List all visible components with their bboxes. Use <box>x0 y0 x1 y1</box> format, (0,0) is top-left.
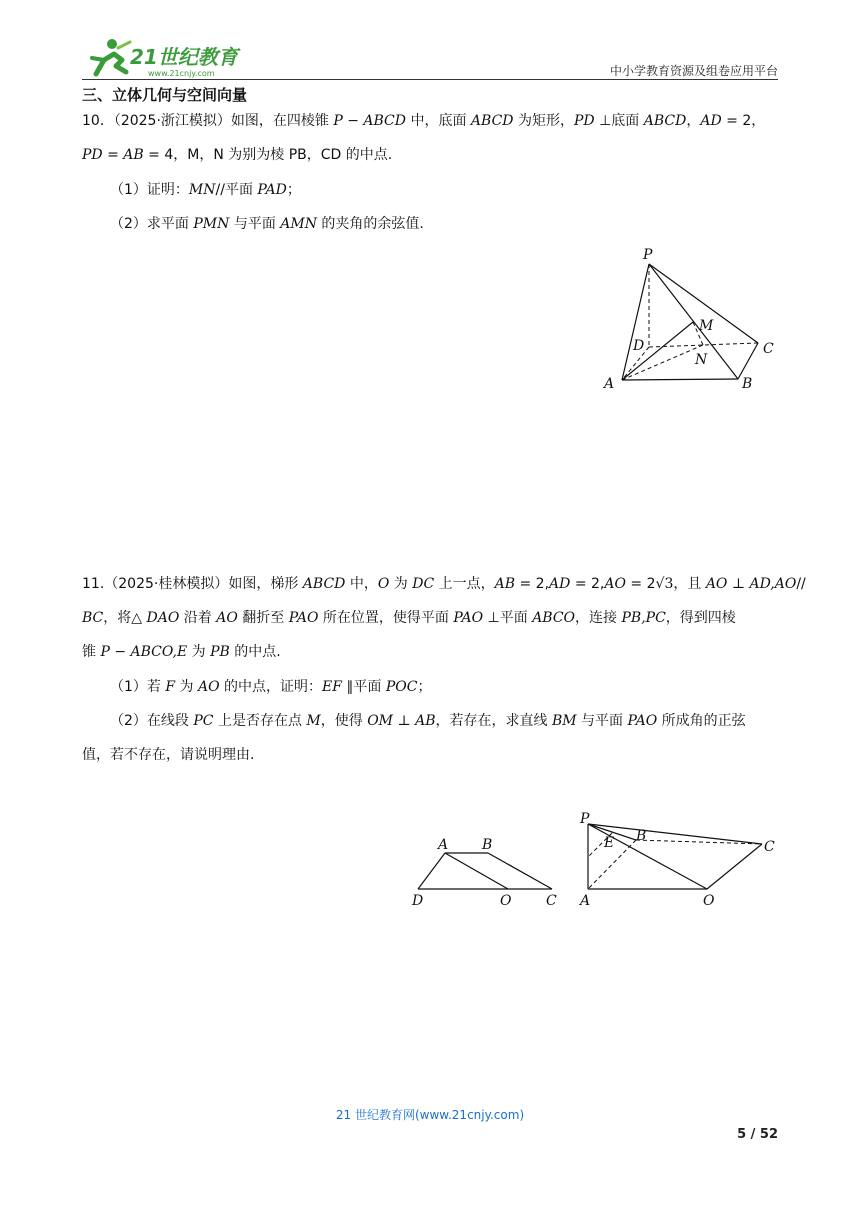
label-O: O <box>703 893 715 909</box>
label-P: P <box>643 247 653 263</box>
label-B: B <box>742 376 753 392</box>
logo-text: 21世纪教育 <box>130 45 238 69</box>
q11-part-2: （2）在线段 PC 上是否存在点 M，使得 OM ⊥ AB，若存在，求直线 BM 与平面 PAO 所成角的正弦 <box>110 713 746 729</box>
site-logo <box>82 36 252 80</box>
label-A: A <box>580 893 591 909</box>
label-O: O <box>500 893 512 909</box>
label-B: B <box>482 837 493 853</box>
q10-pyramid-figure <box>596 240 786 395</box>
q11-line-1: 11.（2025·桂林模拟）如图，梯形 ABCD 中，O 为 DC 上一点，AB = 2,AD = 2,AO = 2√3，且 AO ⊥ AD,AO// <box>82 576 806 592</box>
q10-part-1: （1）证明：MN//平面 PAD； <box>110 182 301 198</box>
section-title: 三、立体几何与空间向量 <box>82 86 248 104</box>
runner-logo-icon <box>92 39 130 74</box>
q10-part-2: （2）求平面 PMN 与平面 AMN 的夹角的余弦值. <box>110 216 424 232</box>
label-N: N <box>695 352 708 368</box>
header-platform-text: 中小学教育资源及组卷应用平台 <box>609 64 778 78</box>
q11-part-2-line-2: 值，若不存在，请说明理由. <box>82 747 255 763</box>
q11-part-1: （1）若 F 为 AO 的中点，证明：EF ∥平面 POC； <box>110 679 432 695</box>
label-D: D <box>633 338 645 354</box>
label-C: C <box>763 341 774 357</box>
q11-line-3: 锥 P − ABCO,E 为 PB 的中点. <box>82 644 281 660</box>
label-A: A <box>604 376 615 392</box>
q11-folded-pyramid-figure <box>572 805 787 913</box>
label-E: E <box>604 835 615 851</box>
q11-line-2: BC，将△ DAO 沿着 AO 翻折至 PAO 所在位置，使得平面 PAO ⊥平面 ABCO，连接 PB,PC，得到四棱 <box>82 610 736 626</box>
label-M: M <box>699 318 714 334</box>
page-number: 5 / 52 <box>737 1127 778 1142</box>
label-C: C <box>764 839 775 855</box>
label-C: C <box>546 893 557 909</box>
label-P: P <box>580 811 590 827</box>
q11-trapezoid-figure <box>408 832 568 912</box>
q10-line-2: PD = AB = 4，M，N 为别为棱 PB，CD 的中点. <box>82 147 393 163</box>
label-D: D <box>412 893 424 909</box>
q10-line-1: 10．（2025·浙江模拟）如图，在四棱锥 P − ABCD 中，底面 ABCD 为矩形，PD ⊥底面 ABCD，AD = 2， <box>82 113 766 129</box>
logo-url: www.21cnjy.com <box>148 69 215 78</box>
label-B: B <box>636 828 647 844</box>
label-A: A <box>438 837 449 853</box>
footer-site-link[interactable]: 21 世纪教育网(www.21cnjy.com) <box>335 1108 525 1122</box>
header-divider <box>82 79 778 80</box>
